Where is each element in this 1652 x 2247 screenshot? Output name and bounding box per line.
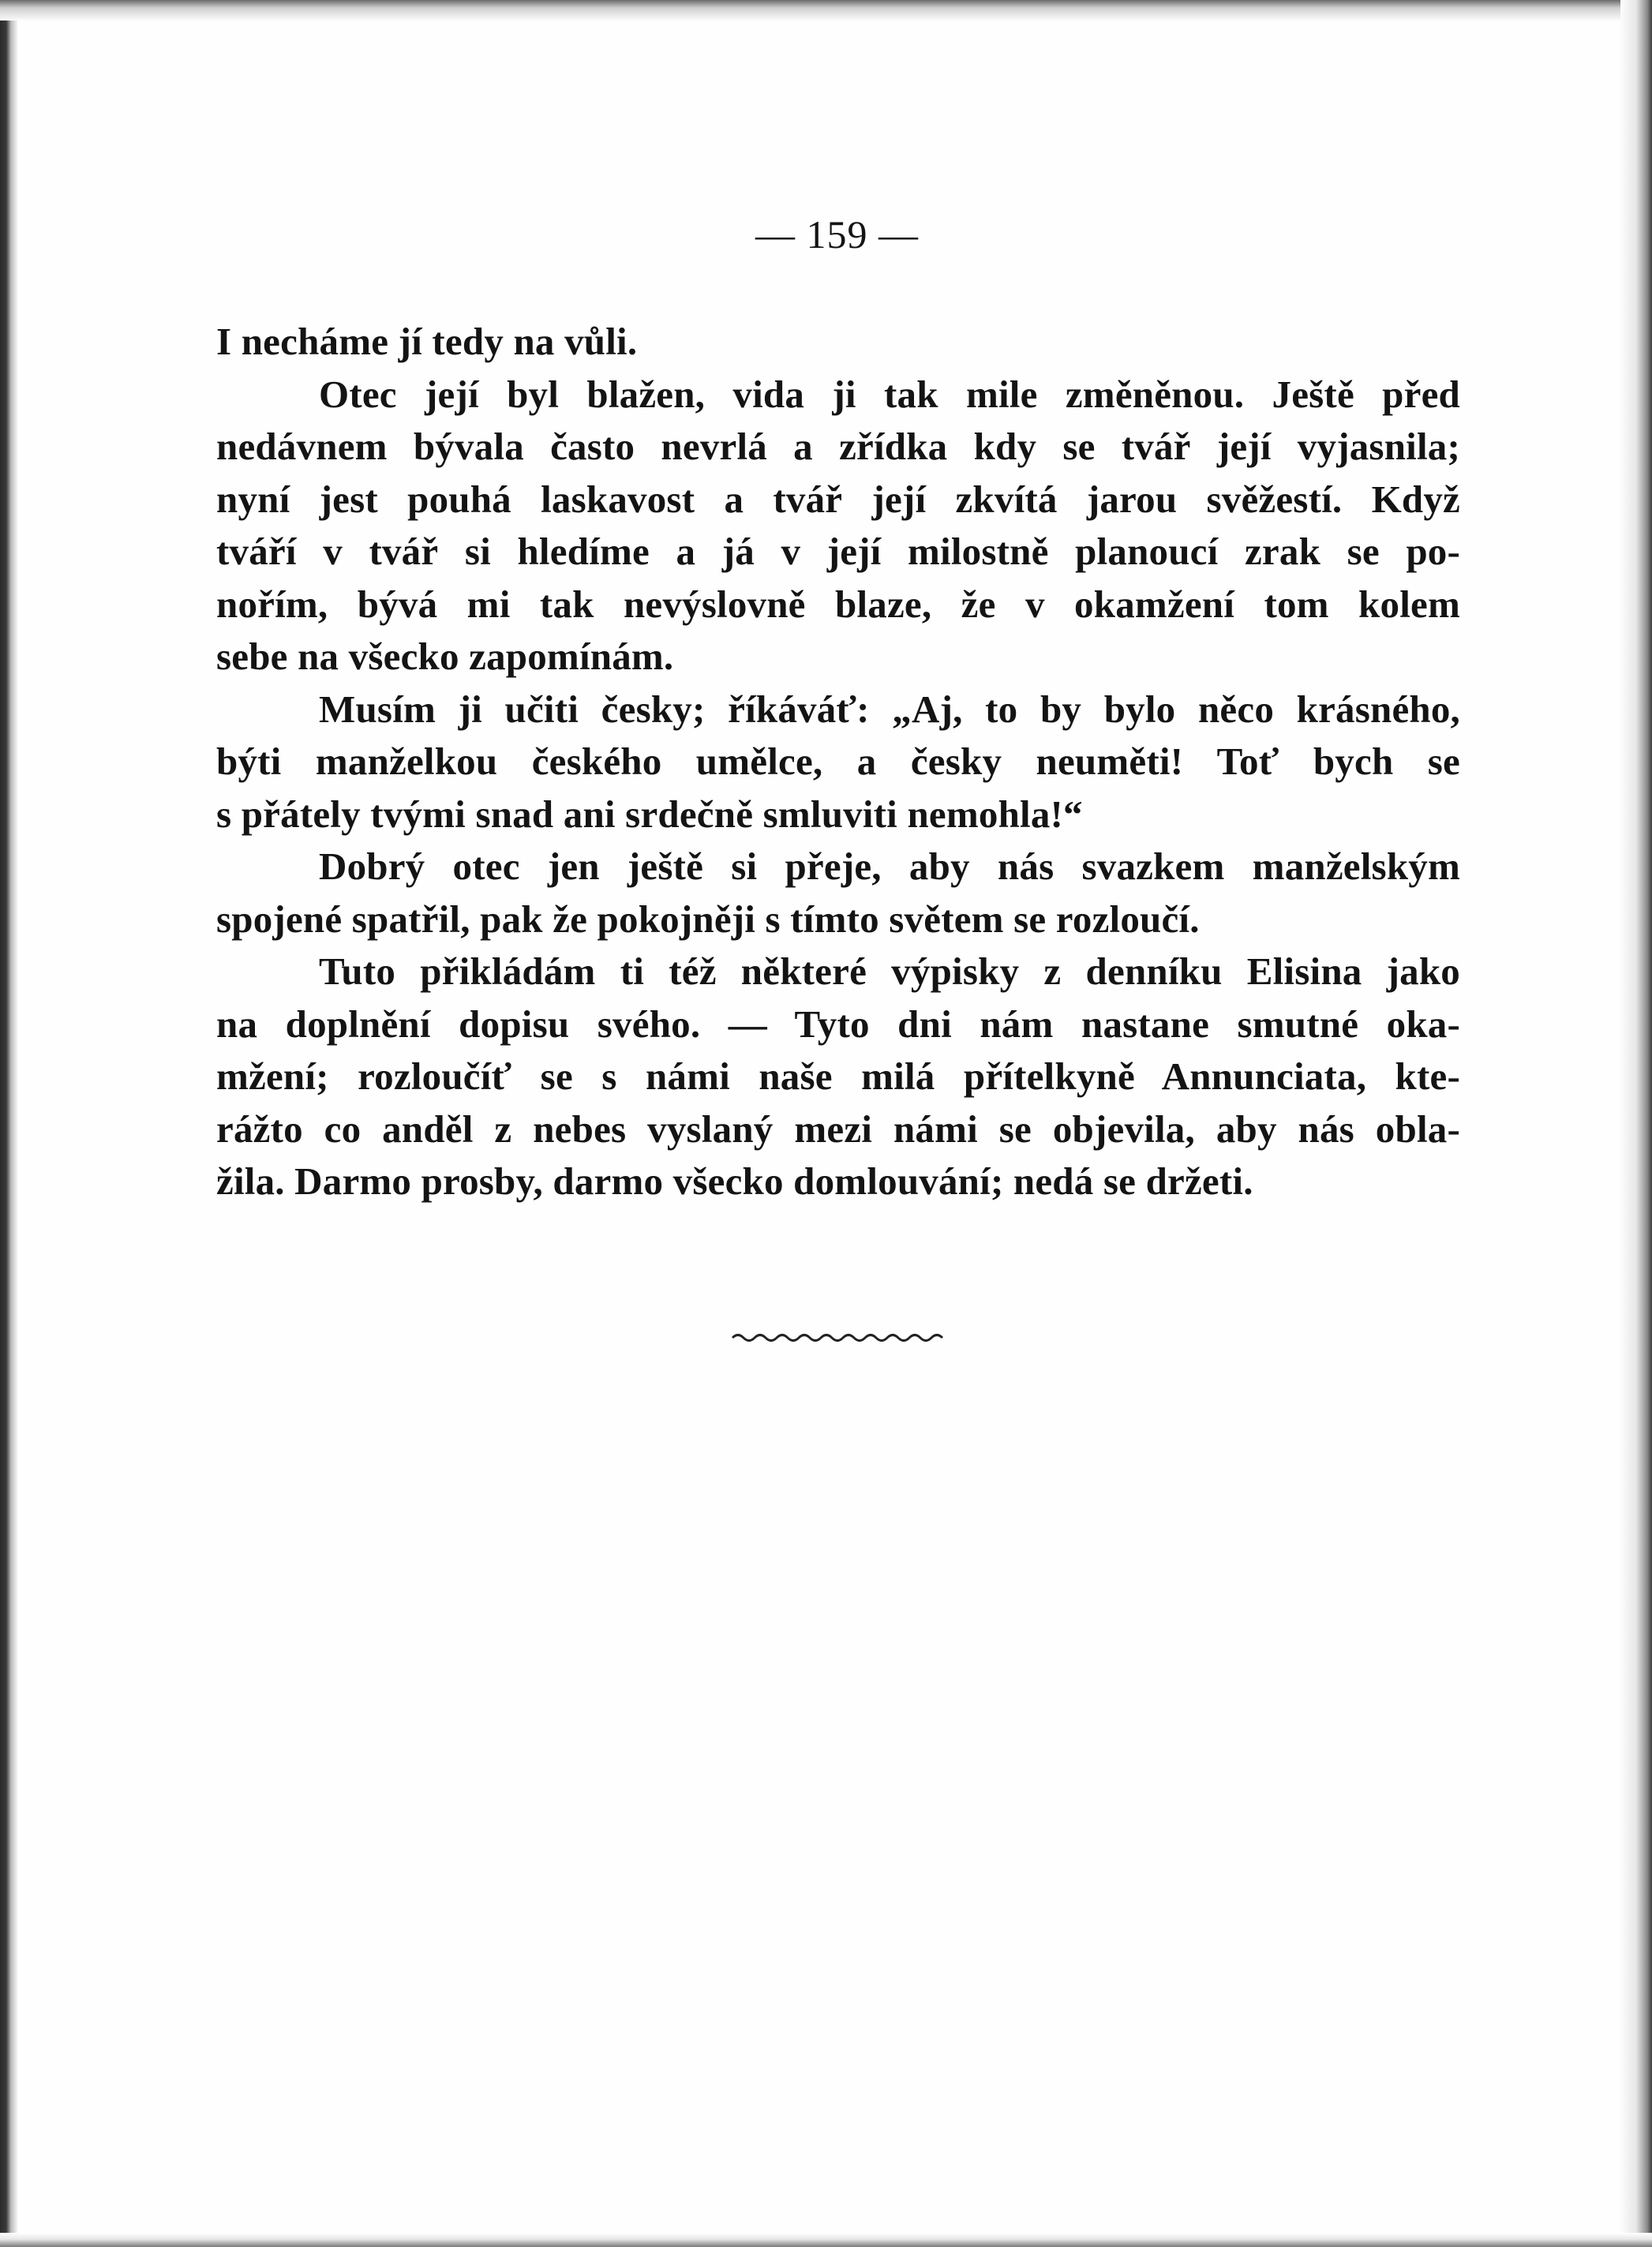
- text-line: nyní jest pouhá laskavost a tvář její zkvítá jarou svěžestí. Když: [216, 477, 1460, 521]
- text-line: spojené spatřil, pak že pokojněji s tímto světem se rozloučí.: [216, 897, 1200, 941]
- text-line: I necháme jí tedy na vůli.: [216, 320, 638, 363]
- text-line: Tuto přikládám ti též některé výpisky z denníku Elisina jako: [319, 949, 1460, 993]
- scan-bottom-edge: [0, 2233, 1652, 2247]
- page-number: [0, 212, 1652, 257]
- body-text: [216, 316, 1460, 1208]
- scan-top-edge: [0, 0, 1652, 21]
- text-line: býti manželkou českého umělce, a česky neuměti! Toť bych se: [216, 740, 1460, 783]
- text-line: žila. Darmo prosby, darmo všecko domlouvání; nedá se držeti.: [216, 1159, 1253, 1203]
- text-line: s přátely tvými snad ani srdečně smluviti nemohla!“: [216, 792, 1083, 836]
- text-line: sebe na všecko zapomínám.: [216, 635, 674, 678]
- text-line: mžení; rozloučíť se s námi naše milá přítelkyně Annunciata, kte-: [216, 1054, 1460, 1098]
- text-line: nořím, bývá mi tak nevýslovně blaze, že v okamžení tom kolem: [216, 582, 1460, 626]
- scan-right-edge: [1620, 0, 1652, 2247]
- text-line: Musím ji učiti česky; říkáváť: „Aj, to by bylo něco krásného,: [319, 687, 1460, 731]
- scan-left-edge: [0, 0, 17, 2247]
- text-line: na doplnění dopisu svého. — Tyto dni nám nastane smutné oka-: [216, 1002, 1460, 1046]
- text-line: nedávnem bývala často nevrlá a zřídka kdy se tvář její vyjasnila;: [216, 425, 1460, 468]
- text-line: Dobrý otec jen ještě si přeje, aby nás svazkem manželským: [319, 844, 1460, 888]
- text-line: tváří v tvář si hledíme a já v její milostně planoucí zrak se po-: [216, 530, 1460, 573]
- page-number-text: — 159 —: [755, 212, 919, 257]
- wavy-line-ornament-icon: [731, 1326, 944, 1350]
- text-line: Otec její byl blažen, vida ji tak mile změněnou. Ještě před: [319, 372, 1460, 416]
- text-line: rážto co anděl z nebes vyslaný mezi námi se objevila, aby nás obla-: [216, 1107, 1460, 1151]
